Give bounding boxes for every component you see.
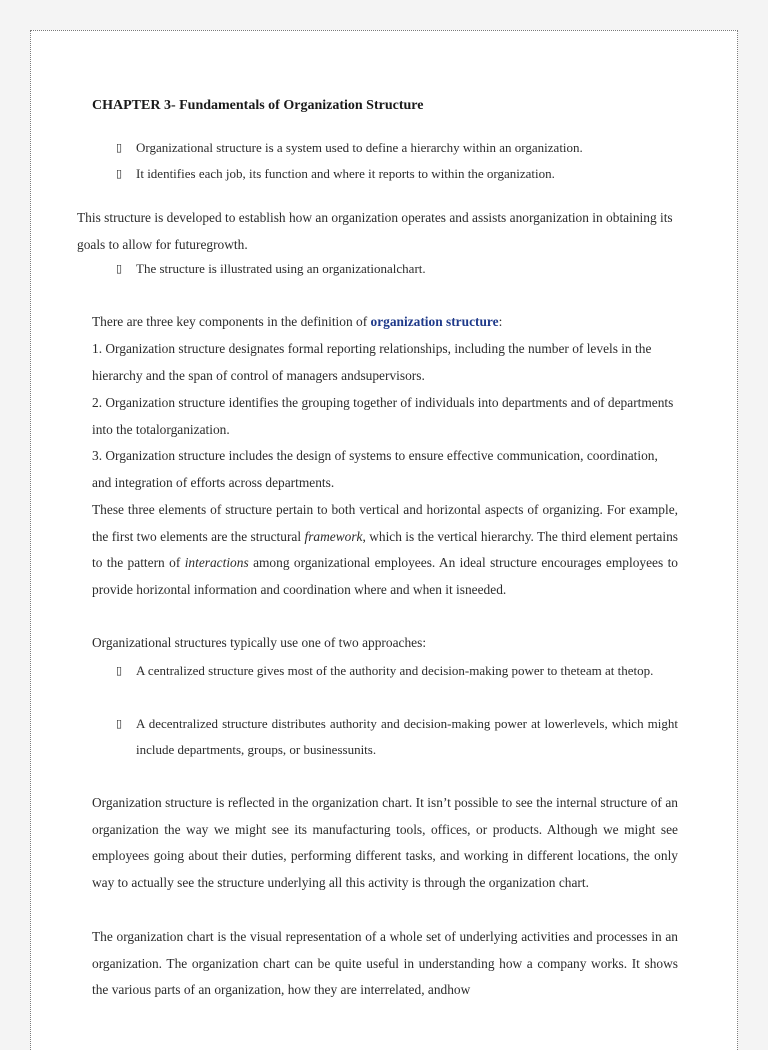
component-item-3: 3. Organization structure includes the design of systems to ensure effective communication, coordination, and integration of efforts across departments. xyxy=(92,448,658,490)
approaches-intro: Organizational structures typically use one of two approaches: xyxy=(92,635,427,650)
bullet-mark-icon: ▯ xyxy=(116,141,123,154)
elements-paragraph xyxy=(92,497,678,603)
document-page xyxy=(30,30,738,1050)
elements-text: , which is the vertical hierarchy. The third element pertains to the pattern of xyxy=(92,528,678,570)
components-intro-suffix: : xyxy=(498,314,503,329)
bullet-text: It identifies each job, its function and where it reports to within the organization. xyxy=(136,166,555,181)
bullet-text: A decentralized structure distributes authority and decision-making power at lowerlevels, which might include departments, groups, or businessunits. xyxy=(136,716,678,757)
interactions-term: interactions xyxy=(184,555,249,570)
bullet-mark-icon: ▯ xyxy=(116,664,123,677)
bullet-mark-icon: ▯ xyxy=(116,167,123,180)
components-intro-prefix: There are three key components in the definition of xyxy=(92,314,371,329)
bullet-text: The structure is illustrated using an organizationalchart. xyxy=(136,261,426,276)
visual-representation-paragraph: The organization chart is the visual representation of a whole set of underlying activities and processes in an organization. The organization chart can be quite useful in understanding how a company works. It shows the various parts of an organization, how they are interrelated, andhow xyxy=(92,929,678,997)
elements-text: among organizational employees. An ideal structure encourages employees to provide horizontal information and coordination where and when it isneeded. xyxy=(92,555,679,597)
component-item-1: 1. Organization structure designates formal reporting relationships, including the number of levels in the hierarchy and the span of control of managers andsupervisors. xyxy=(92,341,652,383)
bullet-text: A centralized structure gives most of the authority and decision-making power to theteam at thetop. xyxy=(136,663,654,678)
organization-structure-link[interactable]: organization structure xyxy=(370,314,499,329)
bullet-mark-icon: ▯ xyxy=(116,717,123,730)
component-item-2: 2. Organization structure identifies the grouping together of individuals into departments and of departments into the totalorganization. xyxy=(92,395,674,437)
components-intro xyxy=(92,309,692,336)
bullet-mark-icon: ▯ xyxy=(116,262,123,275)
chart-paragraph: Organization structure is reflected in the organization chart. It isn’t possible to see the internal structure of an organization the way we might see its manufacturing tools, offices, or products. Although we might see employees going about their duties, performing different tasks, and working in different locations, the only way to actually see the structure underlying all this activity is through the organization chart. xyxy=(92,795,678,890)
framework-term: framework xyxy=(304,528,363,544)
elements-text: These three elements of structure pertain to both vertical and horizontal aspects of organizing. For example, the first two elements are the structural xyxy=(92,502,678,544)
purpose-paragraph: This structure is developed to establish how an organization operates and assists anorganization in obtaining its goals to allow for futuregrowth. xyxy=(77,210,673,252)
bullet-text: Organizational structure is a system used to define a hierarchy within an organization. xyxy=(136,140,583,155)
chapter-title: CHAPTER 3- Fundamentals of Organization Structure xyxy=(92,98,424,113)
